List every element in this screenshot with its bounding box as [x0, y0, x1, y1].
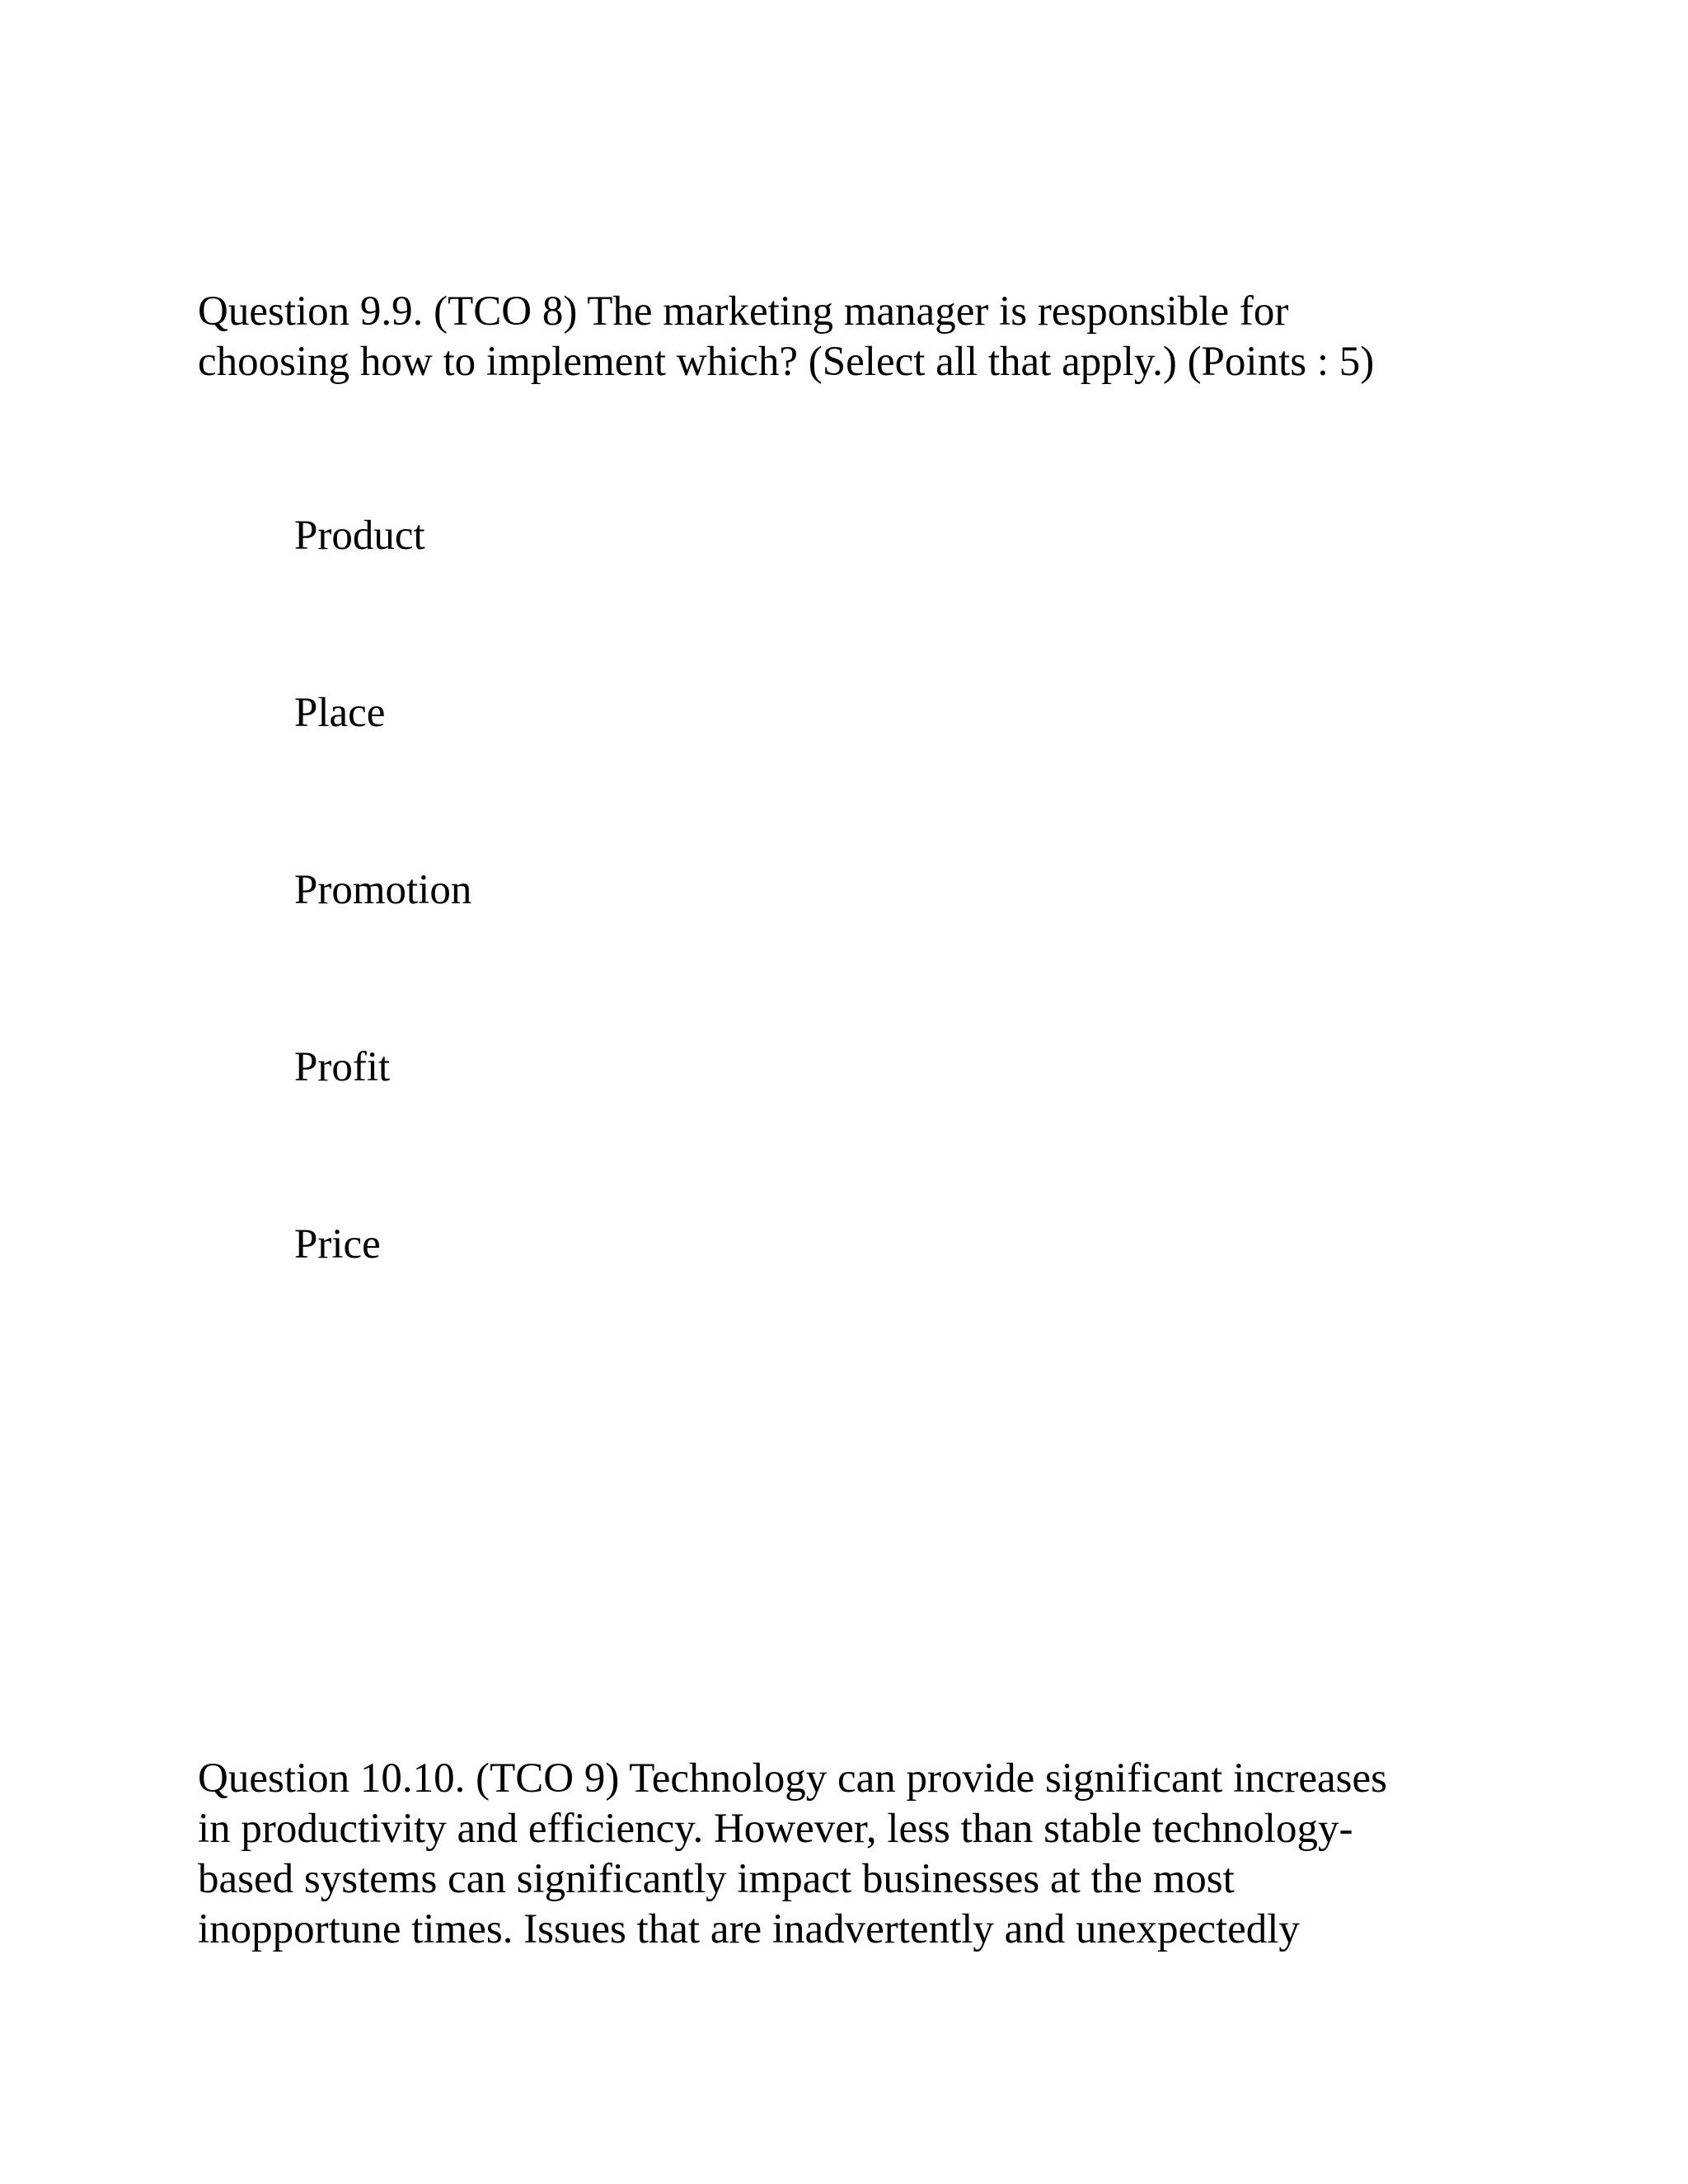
question-10-line-2: in productivity and efficiency. However, less than stable technology- [198, 1806, 1353, 1852]
question-10-line-3: based systems can significantly impact businesses at the most [198, 1856, 1235, 1902]
question-10-line-4: inopportune times. Issues that are inadvertently and unexpectedly [198, 1906, 1300, 1952]
question-10-line-1: Question 10.10. (TCO 9) Technology can provide significant increases [198, 1755, 1387, 1802]
option-profit[interactable]: Profit [294, 1044, 391, 1090]
question-9-options [294, 511, 471, 1397]
question-9-line-1: Question 9.9. (TCO 8) The marketing manager is responsible for [198, 288, 1289, 335]
option-price[interactable]: Price [294, 1221, 381, 1268]
question-10-text [198, 1754, 1484, 1955]
option-place[interactable]: Place [294, 690, 386, 736]
question-9-text [198, 287, 1484, 387]
option-promotion[interactable]: Promotion [294, 867, 472, 913]
question-9-line-2: choosing how to implement which? (Select all that apply.) (Points : 5) [198, 339, 1375, 385]
option-product[interactable]: Product [294, 513, 425, 559]
